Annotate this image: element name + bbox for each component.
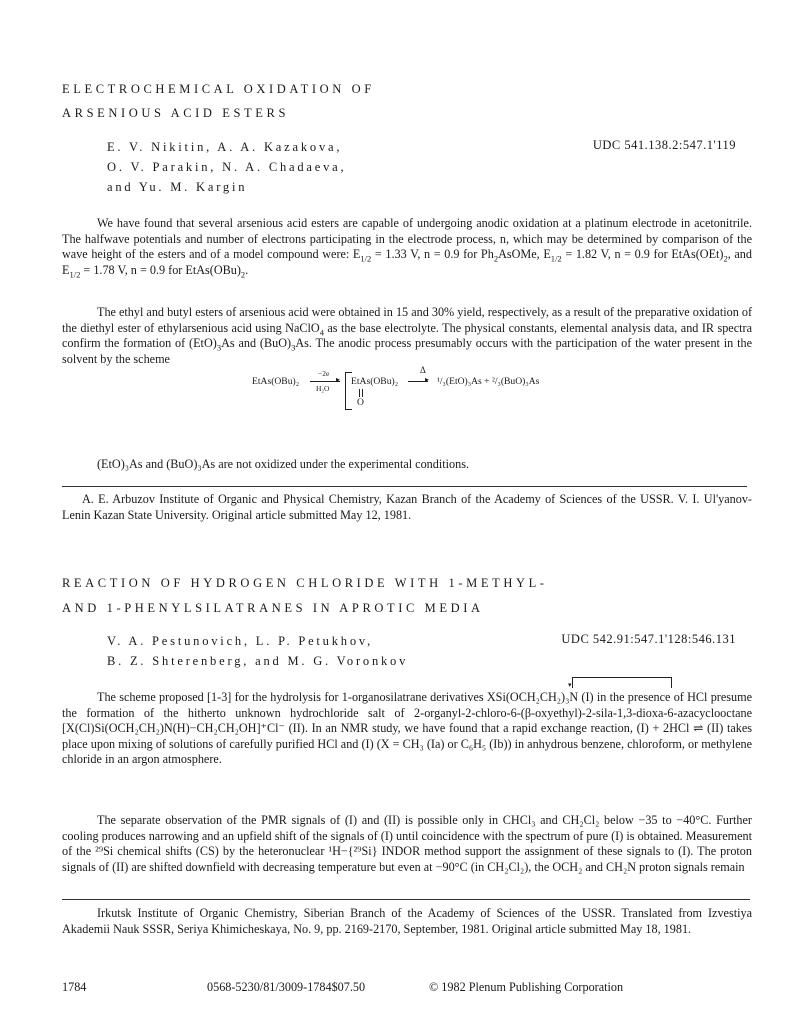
article1-title-line1: ELECTROCHEMICAL OXIDATION OF bbox=[62, 82, 375, 96]
article1-authors-line3: and Yu. M. Kargin bbox=[107, 180, 248, 194]
article1-paragraph2: The ethyl and butyl esters of arsenious acid were obtained in 15 and 30% yield, respectively, as a result of the preparative oxidation of the diethyl ester of ethylarsenious acid using NaClO$_4$ as the base electrolyte. The physical constants, elemental analysis data, and IR spectra confirm the formation of $(EtO)_3As$ and $(BuO)_3As$. The anodic process presumably occurs with the participation of the water present in the solvent by the scheme bbox=[62, 305, 752, 366]
scheme-arrow-head: ▸ bbox=[336, 375, 341, 384]
article1-udc: UDC 541.138.2:547.1'119 bbox=[592, 138, 736, 152]
silatrane-bridge-arrow: ▾ bbox=[568, 681, 572, 689]
scheme-delta: Δ bbox=[420, 365, 426, 375]
article-code: 0568-5230/81/3009-1784$07.50 bbox=[207, 980, 366, 994]
scheme-products: ¹/₃(EtO)₃As + ²/₃(BuO)₃As bbox=[437, 376, 540, 387]
article1-title-line2: ARSENIOUS ACID ESTERS bbox=[62, 106, 290, 120]
scheme-reactant: EtAs(OBu)₂ bbox=[252, 376, 300, 387]
article2-paragraph1: The scheme proposed [1-3] for the hydrolysis for 1-organosilatrane derivatives XSi(OCH₂CH₂)₃N (I) in the presence of HCl presume the formation of the hitherto unknown hydrochloride salt of 2-organyl-2-chloro-6-(β-oxyethyl)-2-sila-1,3-dioxa-6-azacyclooctane [X(Cl)Si(OCH₂CH₂)N(H)−CH₂CH₂OH]⁺Cl⁻ (II). In an NMR study, we have found that a rapid exchange reaction, (I) + 2HCl ⇌ (II) takes place upon mixing of solutions of carefully purified HCl and (I) (X = CH₃ (Ia) or C₆H₅ (Ib)) in anhydrous benzene, chloroform, or methylene chloride in an argon atmosphere. bbox=[62, 690, 752, 767]
article2-authors-line2: B. Z. Shterenberg, and M. G. Voronkov bbox=[107, 654, 409, 668]
scheme-below-arrow: H₂O bbox=[316, 384, 330, 393]
article1-affiliation: A. E. Arbuzov Institute of Organic and Physical Chemistry, Kazan Branch of the Academy of Sciences of the USSR. V. I. Ul'yanov-Lenin Kazan State University. Original article submitted May 12, 1981. bbox=[62, 492, 752, 522]
silatrane-bridge-bracket bbox=[572, 677, 672, 688]
article2-authors bbox=[107, 631, 408, 671]
page-number: 1784 bbox=[62, 980, 87, 994]
copyright: © 1982 Plenum Publishing Corporation bbox=[429, 980, 624, 994]
article1-authors bbox=[107, 137, 346, 197]
article2-title-line2: AND 1-PHENYLSILATRANES IN APROTIC MEDIA bbox=[62, 601, 484, 615]
article2-paragraph2: The separate observation of the PMR signals of (I) and (II) is possible only in CHCl₃ and CH₂Cl₂ below −35 to −40°C. Further cooling produces narrowing and an upfield shift of the signals of (I) until coincidence with the spectrum of pure (I) is obtained. Measurement of the ²⁹Si chemical shifts (CS) by the heteronuclear ¹H−{²⁹Si} INDOR method support the assignment of these signals to (I). The proton signals of (II) are shifted downfield with decreasing temperature but even at −90°C (in CH₂Cl₂), the OCH₂ and CH₂N proton signals remain bbox=[62, 813, 752, 874]
article2-udc: UDC 542.91:547.1'128:546.131 bbox=[561, 632, 736, 646]
scheme-intermediate: EtAs(OBu)₂ bbox=[351, 376, 399, 387]
article1-authors-line1: E. V. Nikitin, A. A. Kazakova, bbox=[107, 140, 343, 154]
scheme-double-bond-b bbox=[362, 389, 363, 397]
article1-authors-line2: O. V. Parakin, N. A. Chadaeva, bbox=[107, 160, 347, 174]
scheme-double-bond-a bbox=[359, 389, 360, 397]
article2-authors-line1: V. A. Pestunovich, L. P. Petukhov, bbox=[107, 634, 374, 648]
article2-footnote: Irkutsk Institute of Organic Chemistry, Siberian Branch of the Academy of Sciences of the USSR. Translated from Izvestiya Akademii Nauk SSSR, Seriya Khimicheskaya, No. 9, pp. 2169-2170, September, 1981. Original article submitted May 18, 1981. bbox=[62, 906, 752, 936]
article1-footnote-rule bbox=[62, 486, 747, 487]
article2-title-line1: REACTION OF HYDROGEN CHLORIDE WITH 1-METHYL- bbox=[62, 576, 548, 590]
article1-paragraph3: (EtO)₃As and (BuO)₃As are not oxidized under the experimental conditions. bbox=[97, 457, 469, 471]
scheme-above-arrow: −2e bbox=[318, 369, 330, 378]
article2-footnote-rule bbox=[62, 899, 750, 900]
article1-paragraph1: We have found that several arsenious acid esters are capable of undergoing anodic oxidation at a platinum electrode in acetonitrile. The halfwave potentials and number of electrons participating in the electrode process, n, which may be determined by comparison of the wave height of the esters and of a model compound were: $E_{1/2} = 1.33$ V, n = 0.9 for $Ph_2AsOMe$, $E_{1/2} = 1.82$ V, n = 0.9 for $EtAs(OEt)_2$, and $E_{1/2} = 1.78$ V, n = 0.9 for $EtAs(OBu)_2$. bbox=[62, 216, 752, 280]
scheme-oxygen: O bbox=[357, 397, 364, 408]
scheme-arrow2-head: ▸ bbox=[425, 375, 430, 384]
